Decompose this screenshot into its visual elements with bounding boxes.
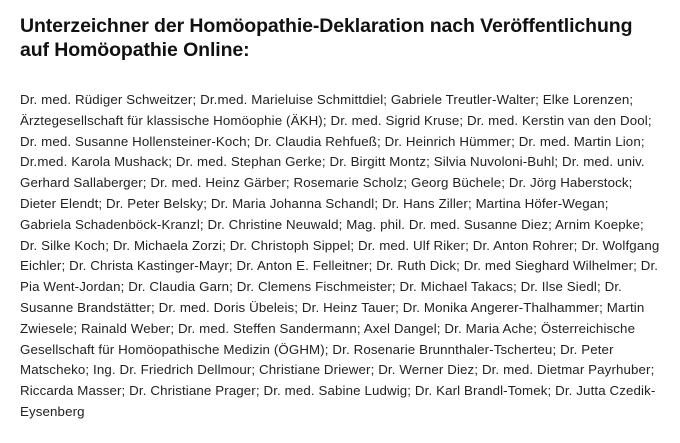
section-heading: Unterzeichner der Homöopathie-Deklaration nach Veröffentlichung auf Homöopathie Online: <box>20 15 633 61</box>
signers-list: Dr. med. Rüdiger Schweitzer; Dr.med. Marieluise Schmittdiel; Gabriele Treutler-Walter; Elke Lorenzen; Ärztegesellschaft für klassische Homöophie (ÄKH); Dr. med. Sigrid Kruse; Dr. med. Kerstin van den Dool; Dr. med. Susanne Hollensteiner-Koch; Dr. Claudia Rehfueß; Dr. Heinrich Hümmer; Dr. med. Martin Lion; Dr.med. Karola Mushack; Dr. med. Stephan Gerke; Dr. Birgitt Montz; Silvia Nuvoloni-Buhl; Dr. med. univ. Gerhard Sallaberger; Dr. med. Heinz Gärber; Rosemarie Scholz; Georg Büchele; Dr. Jörg Haberstock; Dieter Elendt; Dr. Peter Belsky; Dr. Maria Johanna Schandl; Dr. Hans Ziller; Martina Höfer-Wegan; Gabriela Schadenböck-Kranzl; Dr. Christine Neuwald; Mag. phil. Dr. med. Susanne Diez; Arnim Koepke; Dr. Silke Koch; Dr. Michaela Zorzi; Dr. Christoph Sippel; Dr. med. Ulf Riker; Dr. Anton Rohrer; Dr. Wolfgang Eichler; Dr. Christa Kastinger-Mayr; Dr. Anton E. Felleitner; Dr. Ruth Dick; Dr. med Sieghard Wilhelmer; Dr. Pia Went-Jordan; Dr. Claudia Garn; Dr. Clemens Fischmeister; Dr. Michael Takacs; Dr. Ilse Siedl; Dr. Susanne Brandstätter; Dr. med. Doris Übeleis; Dr. Heinz Tauer; Dr. Monika Angerer-Thalhammer; Martin Zwiesele; Rainald Weber; Dr. med. Steffen Sandermann; Axel Dangel; Dr. Maria Ache; Österreichische Gesellschaft für Homöopathische Medizin (ÖGHM); Dr. Rosenarie Brunnthaler-Tscherteu; Dr. Peter Matscheko; Ing. Dr. Friedrich Dellmour; Christiane Driewer; Dr. Werner Diez; Dr. med. Dietmar Payrhuber; Riccarda Masser; Dr. Christiane Prager; Dr. med. Sabine Ludwig; Dr. Karl Brandl-Tomek; Dr. Jutta Czedik-Eysenberg <box>20 92 660 419</box>
article-content <box>20 14 660 423</box>
